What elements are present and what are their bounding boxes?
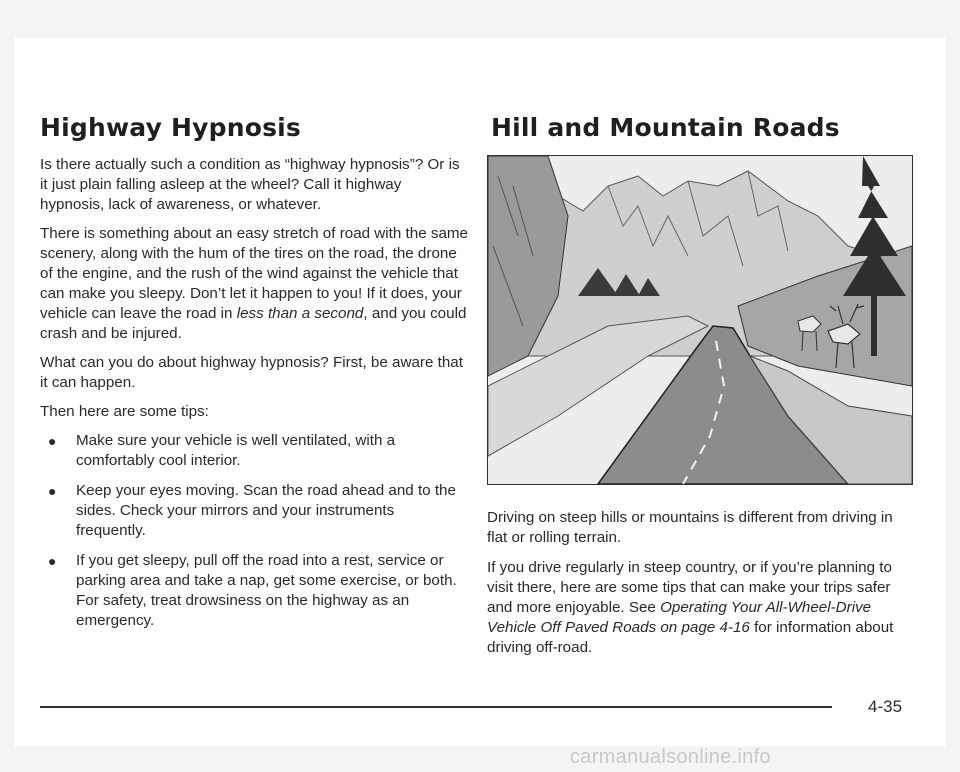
cross-reference-link[interactable]: Operating Your All-Wheel-Drive Vehicle Off Paved Roads on page 4-16	[487, 599, 872, 636]
mountain-road-illustration	[487, 155, 913, 485]
paragraph: Is there actually such a condition as “highway hypnosis”? Or is it just plain falling asleep at the wheel? Call it highway hypnosis, lack of awareness, or whatever.	[40, 156, 460, 213]
text-run: There is something about an easy stretch of road with the same scenery, along with the hum of the tires on the road, the drone of the engine, and the rush of the wind against the vehicle that can make you sleepy. Don’t let it happen to you! If it does, your vehicle can leave the road in	[40, 225, 469, 322]
text-run: If you drive regularly in steep country, or if you’re planning to visit there, here are some tips that can make your trips safer and more enjoyable. See	[487, 559, 892, 616]
paragraph: Then here are some tips:	[40, 403, 209, 420]
bullet-icon: ●	[48, 483, 57, 499]
list-item	[40, 551, 468, 631]
watermark: carmanualsonline.info	[570, 746, 771, 768]
text-run: for information about driving off-road.	[487, 619, 894, 656]
footer-rule	[40, 706, 832, 708]
paragraph	[40, 224, 468, 344]
bullet-icon: ●	[48, 433, 57, 449]
tip-text: Keep your eyes moving. Scan the road ahead and to the sides. Check your mirrors and your instruments frequently.	[76, 482, 456, 539]
hill-mountain-roads-body	[487, 508, 907, 668]
emphasis-text: less than a second	[236, 305, 364, 322]
paragraph	[487, 558, 907, 658]
tip-text: Make sure your vehicle is well ventilated, with a comfortably cool interior.	[76, 432, 396, 469]
text-run: , and you could crash and be injured.	[40, 305, 467, 342]
list-item	[40, 481, 468, 541]
paragraph: Driving on steep hills or mountains is different from driving in flat or rolling terrain.	[487, 509, 893, 546]
highway-hypnosis-body	[40, 155, 468, 641]
section-heading-hill-mountain-roads: Hill and Mountain Roads	[491, 113, 840, 142]
page-number: 4-35	[868, 697, 903, 716]
bullet-icon: ●	[48, 553, 57, 569]
tips-list	[40, 431, 468, 631]
paragraph: What can you do about highway hypnosis? First, be aware that it can happen.	[40, 354, 463, 391]
list-item	[40, 431, 468, 471]
tip-text: If you get sleepy, pull off the road into a rest, service or parking area and take a nap, get some exercise, or both. For safety, treat drowsiness on the highway as an emergency.	[76, 552, 457, 629]
section-heading-highway-hypnosis: Highway Hypnosis	[40, 113, 302, 142]
